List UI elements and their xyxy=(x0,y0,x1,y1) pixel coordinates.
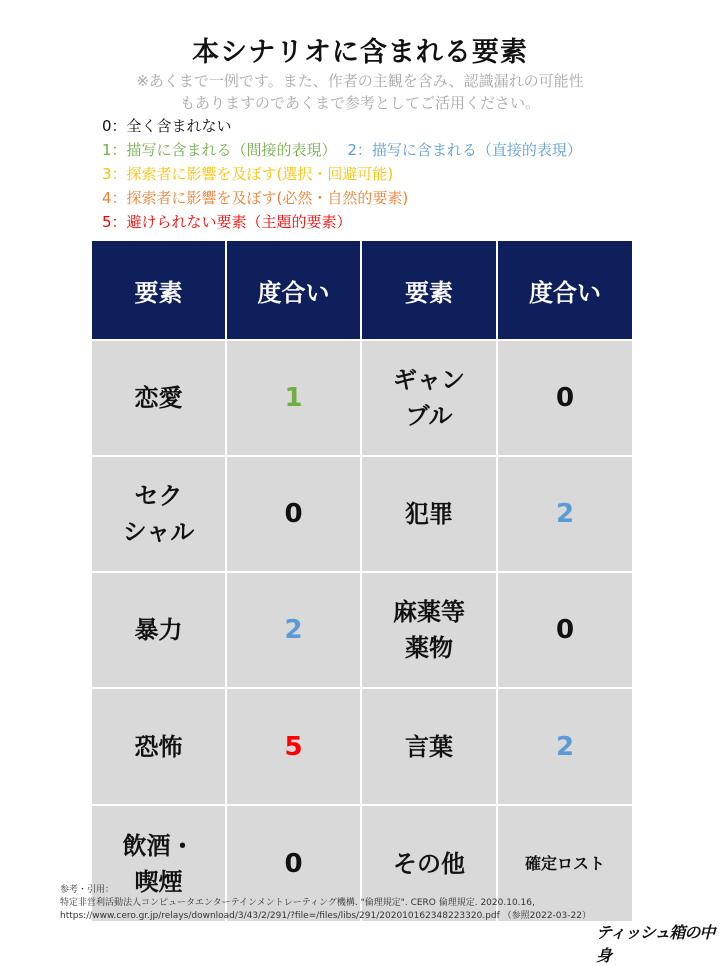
author-signature: ティッシュ箱の中身 xyxy=(596,923,715,965)
degree-drugs: 0 xyxy=(498,573,632,687)
header-element-left: 要素 xyxy=(92,241,225,339)
element-violence: 暴力 xyxy=(92,573,225,687)
disclaimer-line-2: もありますのであくまで参考としてご活用ください。 xyxy=(179,94,540,112)
degree-fear: 5 xyxy=(227,689,360,804)
element-gamble: ギャン ブル xyxy=(362,341,496,455)
element-crime: 犯罪 xyxy=(362,457,496,571)
degree-romance: 1 xyxy=(227,341,360,455)
degree-gamble: 0 xyxy=(498,341,632,455)
degree-violence: 2 xyxy=(227,573,360,687)
element-drinking-smoking: 飲酒・ 喫煙 xyxy=(92,806,225,921)
page-title: 本シナリオに含まれる要素 xyxy=(192,37,528,68)
level-legend xyxy=(102,114,582,234)
header-element-right: 要素 xyxy=(362,241,496,339)
legend-level-1: 1：描写に含まれる（間接的表現） xyxy=(102,141,337,159)
element-other: その他 xyxy=(362,806,496,921)
reference-label: 参考・引用： xyxy=(60,885,115,895)
element-drugs: 麻薬等 薬物 xyxy=(362,573,496,687)
element-fear: 恐怖 xyxy=(92,689,225,804)
reference-citation: 特定非営利活動法人コンピュータエンターテインメントレーティング機構. "倫理規定". CERO 倫理規定. 2020.10.16, xyxy=(60,898,535,908)
degree-language: 2 xyxy=(498,689,632,804)
legend-level-3: 3：探索者に影響を及ぼす(選択・回避可能) xyxy=(102,165,394,183)
header-degree-left: 度合い xyxy=(227,241,360,339)
reference-footer xyxy=(60,884,591,923)
degree-sexual: 0 xyxy=(227,457,360,571)
element-romance: 恋愛 xyxy=(92,341,225,455)
degree-crime: 2 xyxy=(498,457,632,571)
legend-level-1-2 xyxy=(102,138,582,162)
disclaimer-line-1: ※あくまで一例です。また、作者の主観を含み、認識漏れの可能性 xyxy=(136,72,584,90)
legend-level-4: 4：探索者に影響を及ぼす(必然・自然的要素) xyxy=(102,189,409,207)
degree-other: 確定ロスト xyxy=(498,806,632,921)
legend-level-5: 5：避けられない要素（主題的要素） xyxy=(102,213,352,231)
header-degree-right: 度合い xyxy=(498,241,632,339)
element-sexual: セク シャル xyxy=(92,457,225,571)
elements-table xyxy=(92,241,632,921)
reference-url: https://www.cero.gr.jp/relays/download/3/43/2/291/?file=/files/libs/291/202010162348223320.pdf （参照2022-03-22） xyxy=(60,911,591,921)
degree-drinking-smoking: 0 xyxy=(227,806,360,921)
legend-level-2: 2：描写に含まれる（直接的表現） xyxy=(347,141,582,159)
element-language: 言葉 xyxy=(362,689,496,804)
legend-level-0: 0：全く含まれない xyxy=(102,117,232,135)
